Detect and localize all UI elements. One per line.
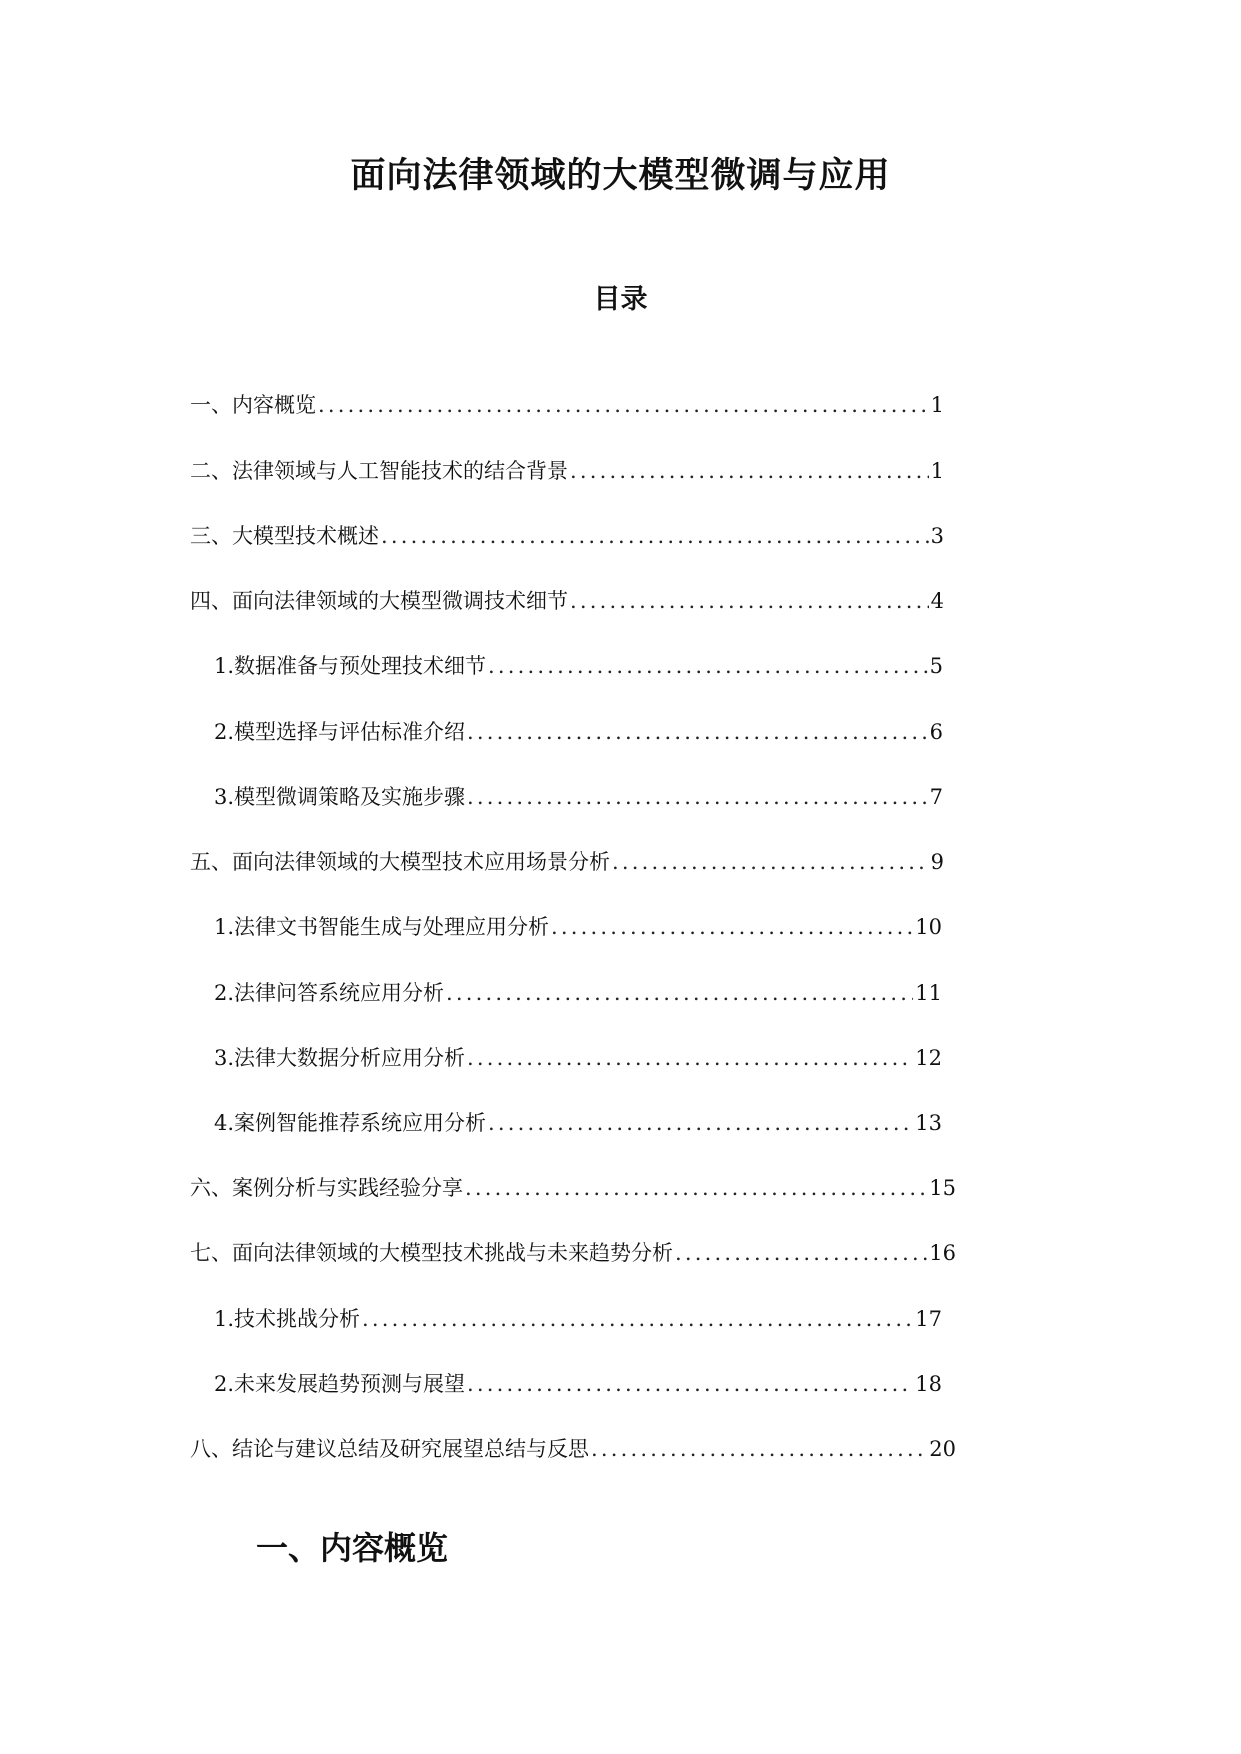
toc-leader-dots	[570, 451, 929, 491]
toc-entry-number: 2.	[214, 720, 235, 744]
toc-leader-dots	[467, 1364, 913, 1404]
toc-leader-dots	[551, 907, 913, 947]
toc-entry-number: 1.	[214, 915, 235, 939]
toc-entry-number: 1.	[214, 654, 235, 678]
toc-entry-page: 4	[930, 589, 944, 613]
toc-entry-page: 1	[930, 459, 944, 483]
toc-entry-number: 3.	[214, 1046, 235, 1070]
toc-entry[interactable]	[214, 973, 942, 1013]
toc-entry-number: 1.	[214, 1307, 235, 1331]
toc-entry-label: 技术挑战分析	[234, 1307, 361, 1331]
toc-leader-dots	[570, 581, 929, 621]
toc-entry-page: 6	[929, 720, 943, 744]
toc-entry[interactable]	[190, 1429, 956, 1469]
toc-entry-label: 六、案例分析与实践经验分享	[190, 1176, 463, 1200]
toc-entry[interactable]	[214, 1038, 942, 1078]
document-title: 面向法律领域的大模型微调与应用	[350, 155, 891, 196]
toc-leader-dots	[362, 1299, 913, 1339]
toc-entry-label: 案例智能推荐系统应用分析	[234, 1111, 487, 1135]
toc-entry-page: 5	[929, 654, 943, 678]
toc-entry[interactable]	[214, 907, 942, 947]
toc-entry-page: 9	[930, 850, 944, 874]
toc-leader-dots	[381, 516, 929, 556]
toc-entry-label: 未来发展趋势预测与展望	[234, 1372, 466, 1396]
toc-entry-page: 12	[915, 1046, 942, 1070]
toc-leader-dots	[446, 973, 913, 1013]
toc-entry-label: 法律大数据分析应用分析	[234, 1046, 466, 1070]
toc-entry[interactable]	[190, 581, 944, 621]
toc-entry[interactable]	[214, 1364, 942, 1404]
toc-leader-dots	[318, 385, 929, 425]
toc-leader-dots	[612, 842, 929, 882]
toc-leader-dots	[465, 1168, 927, 1208]
toc-entry[interactable]	[214, 777, 943, 817]
toc-entry-label: 二、法律领域与人工智能技术的结合背景	[190, 459, 568, 483]
toc-entry-page: 13	[915, 1111, 942, 1135]
toc-entry-label: 法律问答系统应用分析	[234, 981, 445, 1005]
toc-entry-number: 2.	[214, 981, 235, 1005]
toc-entry[interactable]	[190, 451, 944, 491]
toc-entry-page: 17	[915, 1307, 942, 1331]
toc-entry-page: 20	[929, 1437, 956, 1461]
toc-heading: 目录	[593, 284, 648, 315]
toc-entry-label: 模型选择与评估标准介绍	[234, 720, 466, 744]
toc-leader-dots	[488, 1103, 913, 1143]
toc-entry-page: 7	[929, 785, 943, 809]
toc-leader-dots	[467, 712, 928, 752]
toc-entry-number: 4.	[214, 1111, 235, 1135]
toc-entry[interactable]	[190, 1168, 956, 1208]
toc-entry-number: 3.	[214, 785, 235, 809]
toc-leader-dots	[488, 646, 928, 686]
toc-leader-dots	[591, 1429, 927, 1469]
toc-entry-page: 18	[915, 1372, 942, 1396]
toc-entry-label: 一、内容概览	[190, 393, 316, 417]
toc-leader-dots	[675, 1233, 927, 1273]
toc-entry-page: 10	[915, 915, 942, 939]
toc-entry[interactable]	[190, 385, 944, 425]
toc-leader-dots	[467, 1038, 913, 1078]
toc-entry[interactable]	[214, 712, 943, 752]
toc-entry-page: 1	[930, 393, 944, 417]
toc-entry-label: 七、面向法律领域的大模型技术挑战与未来趋势分析	[190, 1241, 673, 1265]
section-heading: 一、内容概览	[256, 1529, 449, 1567]
toc-entry[interactable]	[214, 646, 943, 686]
toc-entry-page: 15	[929, 1176, 956, 1200]
toc-entry-label: 八、结论与建议总结及研究展望总结与反思	[190, 1437, 589, 1461]
toc-entry-label: 数据准备与预处理技术细节	[234, 654, 487, 678]
toc-entry-label: 模型微调策略及实施步骤	[234, 785, 466, 809]
toc-entry-label: 五、面向法律领域的大模型技术应用场景分析	[190, 850, 610, 874]
toc-entry[interactable]	[190, 1233, 956, 1273]
toc-entry-label: 四、面向法律领域的大模型微调技术细节	[190, 589, 568, 613]
toc-entry-page: 11	[915, 981, 942, 1005]
toc-leader-dots	[467, 777, 928, 817]
toc-entry-page: 16	[929, 1241, 956, 1265]
toc-entry[interactable]	[214, 1103, 942, 1143]
toc-entry-label: 法律文书智能生成与处理应用分析	[234, 915, 550, 939]
toc-entry[interactable]	[214, 1299, 942, 1339]
toc-entry-label: 三、大模型技术概述	[190, 524, 379, 548]
toc-entry[interactable]	[190, 842, 944, 882]
toc-entry[interactable]	[190, 516, 944, 556]
toc-entry-page: 3	[930, 524, 944, 548]
toc-entry-number: 2.	[214, 1372, 235, 1396]
